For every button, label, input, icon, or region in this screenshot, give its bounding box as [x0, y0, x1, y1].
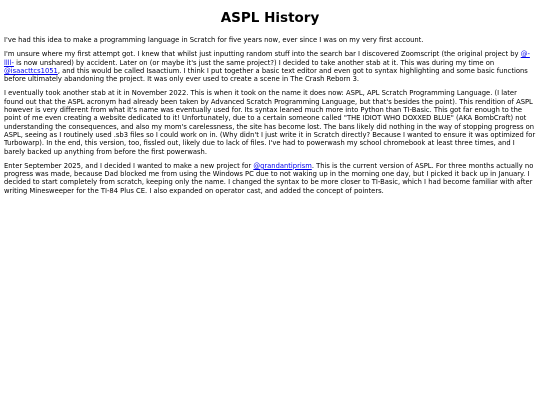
- paragraph-text: , and this would be called Isaactium. I think I put together a basic text editor and even got to syntax highlighting and some basic functions before ultimately abandoning the project. It was only ever used to create a scene in The Crash Reborn 3.: [4, 66, 528, 84]
- paragraph-text: Enter September 2025, and I decided I wanted to make a new project for: [4, 161, 254, 170]
- history-paragraph-2025: [4, 162, 536, 195]
- intro-paragraph: I've had this idea to make a programming language in Scratch for five years now, ever since I was on my very first account.: [4, 36, 424, 44]
- page: [0, 0, 540, 195]
- paragraph-text: is now unshared) by accident. Later on (or maybe it's just the same project?) I decided to take another stab at it. This was during my time on: [13, 58, 495, 67]
- paragraph-text: I'm unsure where my first attempt got. I knew that whilst just inputting random stuff into the search bar I discovered Zoomscript (the original project by: [4, 50, 521, 59]
- page-title: ASPL History: [220, 10, 320, 26]
- history-paragraph-2022: I eventually took another stab at it in November 2022. This is when it took on the name it does now: ASPL, APL Scratch Programming Language. (I later found out that the ASPL acronym had already been taken by Advanced Scratch Programming Language, but that's besides the point). This rendition of ASPL however is very different from what it's name was eventually used for. Its syntax leaned much more into Python than TI-Basic. This got far enough to the point of me even creating a website dedicated to it! Unfortunately, due to a certain someone called "THE IDIOT WHO DOXXED BLUE" (AKA BombCraft) not understanding the consequences, and also my mom's carelessness, the site has become lost. The bans likely did nothing in the way of stopping progress on ASPL, seeing as I routinely used .sb3 files so I could work on in. (Why didn't I just write it in Scratch directly? Because I wanted to ensure it was optimized for Turbowarp). In the end, this version, too, fissled out, likely due to lack of files. I've had to powerwash my school chromebook at least three times, and I barely backed up anything from before the first powerwash.: [4, 89, 536, 156]
- user-link-grandantiprism[interactable]: @grandantiprism: [253, 161, 312, 170]
- user-link-llll[interactable]: @-llll-: [4, 50, 530, 67]
- history-paragraph-first-attempts: [4, 50, 536, 83]
- user-link-isaacttcs1051[interactable]: @isaacttcs1051: [4, 66, 58, 75]
- paragraph-text: . This is the current version of ASPL. For three months actually no progress was made, because Dad blocked me from using the Windows PC due to not waking up in the morning one day, but I picked it back up in January. I decided to start completely from scratch, keeping only the name. I changed the syntax to be more closer to TI-Basic, which I had become familiar with after writing Minesweeper for the TI-84 Plus CE. I also expanded on operator cast, and added the concept of pointers.: [4, 161, 534, 195]
